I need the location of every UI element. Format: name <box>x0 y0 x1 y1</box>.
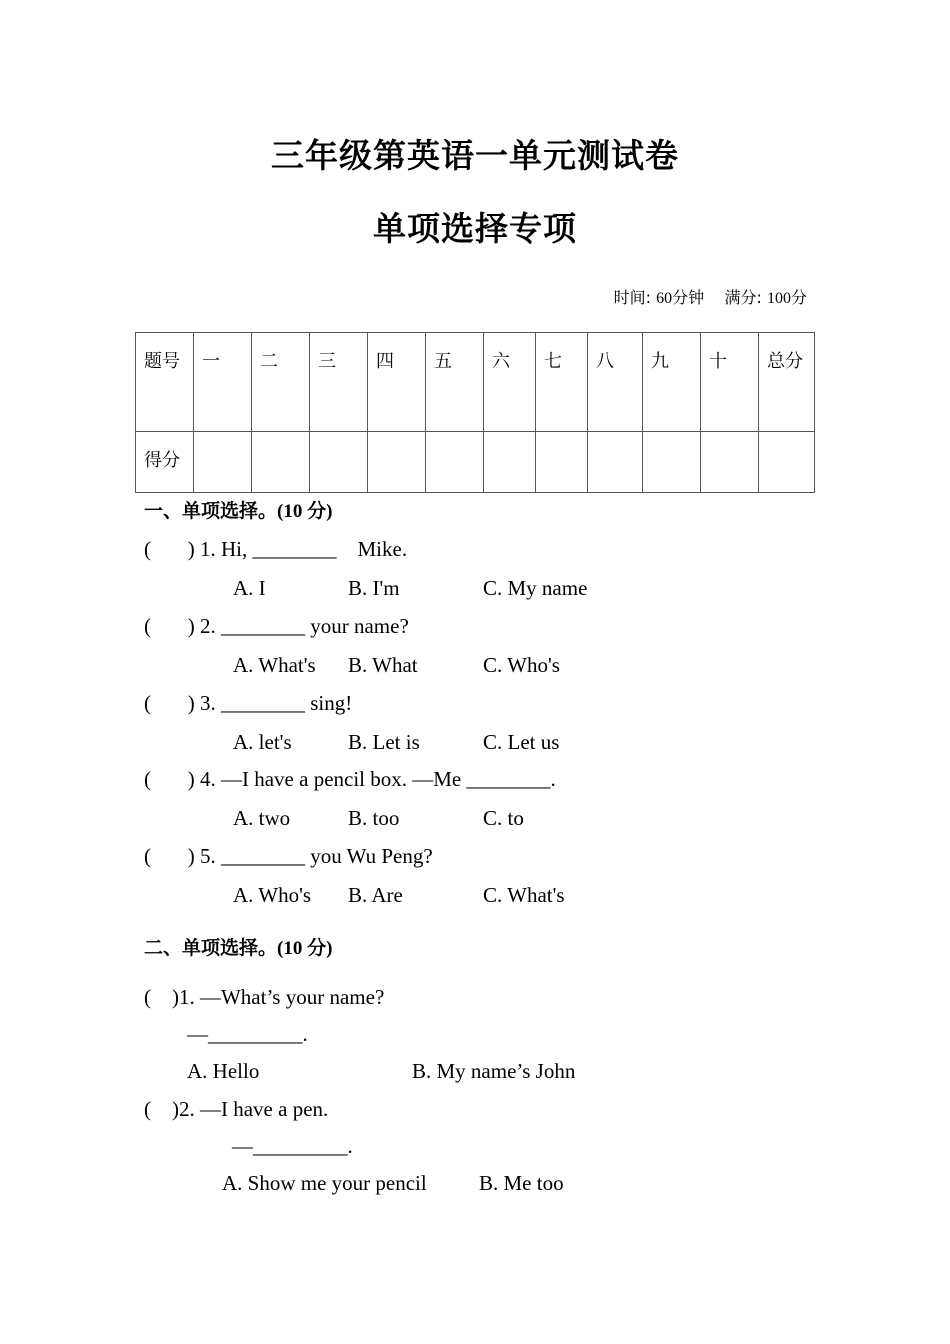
score-cell[interactable] <box>310 432 368 493</box>
score-cell[interactable] <box>194 432 252 493</box>
answer-blank[interactable]: —_________. <box>187 1022 308 1046</box>
page-subtitle: 单项选择专项 <box>373 209 577 248</box>
section1-title: 一、单项选择。 <box>144 500 278 522</box>
section1-heading <box>144 496 332 523</box>
option-c[interactable]: C. My name <box>483 576 588 600</box>
section1-points: (10 分) <box>277 501 333 522</box>
score-header-cell: 四 <box>368 333 426 432</box>
score-cell[interactable] <box>536 432 588 493</box>
page-title: 三年级第英语一单元测试卷 <box>271 136 679 175</box>
question-stem: ( ) 3. ________ sing! <box>144 691 353 715</box>
option-a[interactable]: A. What's <box>233 653 316 677</box>
score-cell[interactable] <box>588 432 643 493</box>
option-c[interactable]: C. to <box>483 806 524 830</box>
option-a[interactable]: A. I <box>233 576 266 600</box>
question-stem: ( ) 1. Hi, ________ Mike. <box>144 537 408 561</box>
score-row-label: 得分 <box>136 432 194 493</box>
section2-heading <box>144 933 332 960</box>
option-b[interactable]: B. Let is <box>348 730 420 754</box>
score-header-cell: 总分 <box>759 333 815 432</box>
score-header-cell: 九 <box>643 333 701 432</box>
score-header-cell: 三 <box>310 333 368 432</box>
score-header-cell: 八 <box>588 333 643 432</box>
score-header-cell: 十 <box>701 333 759 432</box>
option-a[interactable]: A. Hello <box>187 1059 260 1083</box>
question-stem: ( ) 5. ________ you Wu Peng? <box>144 844 433 868</box>
option-a[interactable]: A. two <box>233 806 291 830</box>
score-cell[interactable] <box>484 432 536 493</box>
option-c[interactable]: C. Who's <box>483 653 560 677</box>
option-b[interactable]: B. too <box>348 806 400 830</box>
score-table-score-row <box>136 432 815 493</box>
option-b[interactable]: B. I'm <box>348 576 400 600</box>
score-header-cell: 二 <box>252 333 310 432</box>
question-stem: ( )2. —I have a pen. <box>144 1097 329 1121</box>
score-table <box>135 332 815 493</box>
option-b[interactable]: B. What <box>348 653 418 677</box>
option-a[interactable]: A. let's <box>233 730 292 754</box>
option-a[interactable]: A. Show me your pencil <box>222 1171 427 1195</box>
option-c[interactable]: C. What's <box>483 883 565 907</box>
score-header-cell: 七 <box>536 333 588 432</box>
answer-blank[interactable]: —_________. <box>232 1134 353 1158</box>
exam-meta <box>614 285 807 308</box>
score-cell[interactable] <box>368 432 426 493</box>
option-b[interactable]: B. Are <box>348 883 403 907</box>
score-header-cell: 六 <box>484 333 536 432</box>
score-cell[interactable] <box>426 432 484 493</box>
score-cell[interactable] <box>701 432 759 493</box>
option-b[interactable]: B. Me too <box>479 1171 564 1195</box>
score-header-cell: 题号 <box>136 333 194 432</box>
score-table-header-row <box>136 333 815 432</box>
section2-title: 二、单项选择。 <box>144 937 278 959</box>
question-stem: ( ) 4. —I have a pencil box. —Me ________. <box>144 767 556 791</box>
option-c[interactable]: C. Let us <box>483 730 560 754</box>
time-value: 60 <box>656 290 673 307</box>
score-header-cell: 五 <box>426 333 484 432</box>
full-value: 100 <box>766 290 791 307</box>
score-cell[interactable] <box>759 432 815 493</box>
score-cell[interactable] <box>643 432 701 493</box>
question-stem: ( ) 2. ________ your name? <box>144 614 409 638</box>
full-label: 满分: <box>724 288 762 307</box>
full-unit: 分 <box>790 288 807 307</box>
option-a[interactable]: A. Who's <box>233 883 312 907</box>
section2-points: (10 分) <box>277 938 333 959</box>
question-stem: ( )1. —What’s your name? <box>144 985 385 1009</box>
score-cell[interactable] <box>252 432 310 493</box>
time-label: 时间: <box>613 288 652 307</box>
time-unit: 分钟 <box>672 288 705 307</box>
option-b[interactable]: B. My name’s John <box>412 1059 576 1083</box>
score-header-cell: 一 <box>194 333 252 432</box>
